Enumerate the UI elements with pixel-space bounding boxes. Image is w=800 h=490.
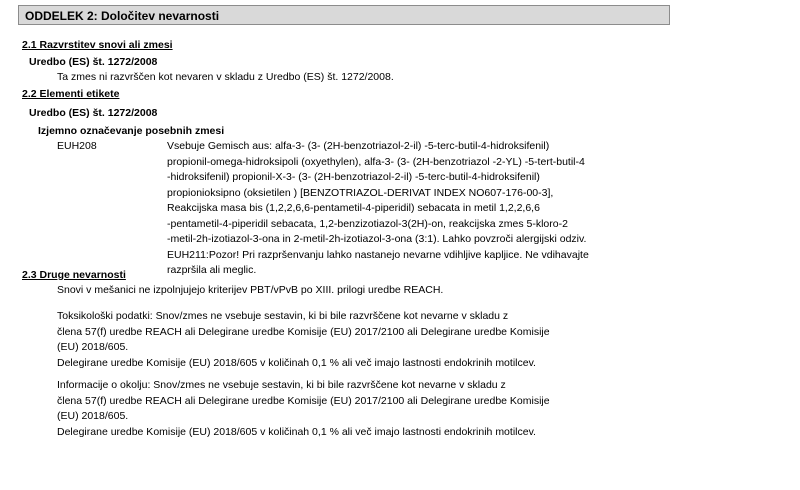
euh208-line: razpršila ali meglic. bbox=[167, 264, 257, 276]
euh208-line: propionil-omega-hidroksipoli (oxyethylen), alfa-3- (3- (2H-benzotriazol -2-YL) -5-tert-butil-4 bbox=[167, 155, 585, 168]
toxicological-info bbox=[57, 309, 550, 371]
env-line: Informacije o okolju: Snov/zmes ne vsebuje sestavin, ki bi bile razvrščene kot nevarne v skladu z bbox=[57, 379, 506, 391]
euh208-line: -metil-2h-izotiazol-3-ona in 2-metil-2h-izotiazol-3-ona (3:1). Lahko povzroči alergijski odziv. bbox=[167, 233, 587, 245]
classification-text: Ta zmes ni razvrščen kot nevaren v skladu z Uredbo (ES) št. 1272/2008. bbox=[57, 71, 394, 83]
heading-2-1: 2.1 Razvrstitev snovi ali zmesi bbox=[22, 39, 173, 51]
special-labelling-heading: Izjemno označevanje posebnih zmesi bbox=[38, 125, 225, 137]
heading-2-3: 2.3 Druge nevarnosti bbox=[22, 269, 126, 281]
euh208-line: Reakcijska masa bis (1,2,2,6,6-pentametil-4-piperidil) sebacata in metil 1,2,2,6,6 bbox=[167, 202, 540, 214]
environmental-info bbox=[57, 378, 550, 440]
euh208-line: propionioksipno (oksietilen ) [BENZOTRIAZOL-DERIVAT INDEX NO607-176-00-3], bbox=[167, 186, 554, 199]
regulation-2-1: Uredbo (ES) št. 1272/2008 bbox=[29, 56, 158, 68]
env-line: (EU) 2018/605. bbox=[57, 410, 129, 422]
hazard-code: EUH208 bbox=[57, 140, 97, 152]
tox-line: Toksikološki podatki: Snov/zmes ne vsebuje sestavin, ki bi bile razvrščene kot nevarne v skladu z bbox=[57, 310, 509, 322]
euh208-line: -hidroksifenil) propionil-X-3- (3- (2H-benzotriazol-2-il) -5-terc-butil-4-hidroksifenil) bbox=[167, 171, 540, 183]
env-line: člena 57(f) uredbe REACH ali Delegirane uredbe Komisije (EU) 2017/2100 ali Delegirane uredbe Komisije bbox=[57, 394, 550, 407]
heading-2-2: 2.2 Elementi etikete bbox=[22, 88, 120, 100]
section-title: ODDELEK 2: Določitev nevarnosti bbox=[18, 5, 670, 25]
euh208-text bbox=[167, 139, 589, 279]
tox-line: člena 57(f) uredbe REACH ali Delegirane uredbe Komisije (EU) 2017/2100 ali Delegirane uredbe Komisije bbox=[57, 325, 550, 338]
env-line: Delegirane uredbe Komisije (EU) 2018/605 v količinah 0,1 % ali več imajo lastnosti endokrinih motilcev. bbox=[57, 425, 536, 438]
tox-line: (EU) 2018/605. bbox=[57, 341, 129, 353]
euh208-line: -pentametil-4-piperidil sebacata, 1,2-benzizotiazol-3(2H)-on, reakcijska zmes 5-kloro-2 bbox=[167, 217, 568, 230]
regulation-2-2: Uredbo (ES) št. 1272/2008 bbox=[29, 107, 158, 119]
pbt-text: Snovi v mešanici ne izpolnjujejo kriterijev PBT/vPvB po XIII. prilogi uredbe REACH. bbox=[57, 284, 444, 296]
tox-line: Delegirane uredbe Komisije (EU) 2018/605 v količinah 0,1 % ali več imajo lastnosti endokrinih motilcev. bbox=[57, 356, 536, 369]
euh208-line: Vsebuje Gemisch aus: alfa-3- (3- (2H-benzotriazol-2-il) -5-terc-butil-4-hidroksifenil) bbox=[167, 140, 550, 152]
euh208-line: EUH211:Pozor! Pri razpršenvanju lahko nastanejo nevarne vdihljive kapljice. Ne vdihavajte bbox=[167, 248, 589, 261]
